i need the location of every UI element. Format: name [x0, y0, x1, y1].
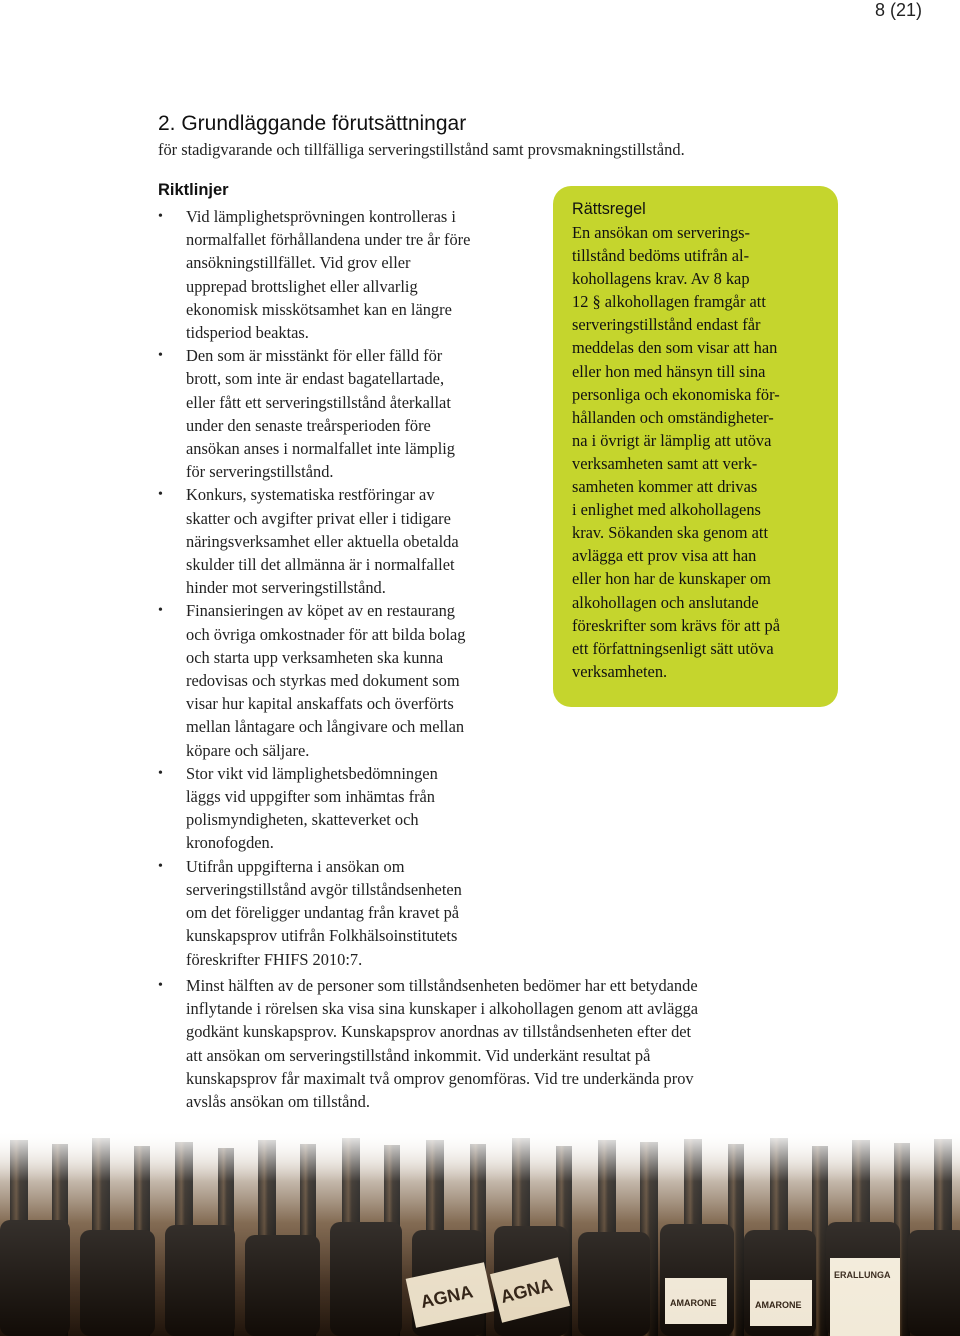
bullet-icon: •: [158, 978, 163, 993]
guideline-line: köpare och säljare.: [186, 740, 310, 760]
guideline-line: tidsperiod beaktas.: [186, 323, 309, 343]
guideline-line: ekonomisk misskötsamhet kan en längre: [186, 299, 452, 319]
rule-line: samheten kommer att drivas: [572, 477, 758, 497]
guideline-line: kunskapsprov utifrån Folkhälsoinstitutets: [186, 926, 458, 946]
guideline-line: skatter och avgifter privat eller i tidigare: [186, 508, 451, 528]
guideline-line: serveringstillstånd avgör tillståndsenheten: [186, 879, 462, 899]
rule-line: personliga och ekonomiska för-: [572, 384, 780, 404]
guidelines-heading: Riktlinjer: [158, 181, 229, 199]
rule-box-heading: Rättsregel: [572, 200, 646, 218]
guideline-line: om det föreligger undantag från kravet på: [186, 903, 460, 923]
rule-line: ett författningsenligt sätt utöva: [572, 638, 774, 658]
guideline-line: och övriga omkostnader för att bilda bolag: [186, 624, 466, 644]
rule-line: krav. Sökanden ska genom att: [572, 523, 769, 543]
guideline-item: [158, 344, 538, 483]
guideline-line: Minst hälften av de personer som tillståndsenheten bedömer har ett betydande: [186, 976, 698, 995]
guideline-item: [158, 205, 538, 344]
guideline-item: [158, 855, 538, 971]
guideline-line: Den som är misstänkt för eller fälld för: [186, 346, 443, 366]
guideline-line: normalfallet förhållandena under tre år före: [186, 230, 471, 250]
rule-line: verksamheten.: [572, 661, 668, 681]
guideline-line: Konkurs, systematiska restföringar av: [186, 485, 435, 505]
rule-line: na i övrigt är lämplig att utöva: [572, 430, 772, 450]
guideline-line: läggs vid uppgifter som inhämtas från: [186, 787, 435, 807]
rule-line: avlägga ett prov visa att han: [572, 546, 757, 566]
legal-rule-box: [553, 186, 838, 707]
guideline-line: Finansieringen av köpet av en restaurang: [186, 601, 455, 621]
page-number: 8 (21): [874, 0, 922, 20]
guideline-line: eller fått ett serveringstillstånd återkallat: [186, 392, 451, 412]
rule-line: 12 § alkohollagen framgår att: [572, 292, 766, 312]
rule-line: hållanden och omständigheter-: [572, 407, 774, 427]
guideline-line: och starta upp verksamheten ska kunna: [186, 647, 444, 667]
rule-line: serveringstillstånd endast får: [572, 315, 761, 335]
rule-line: i enlighet med alkohollagens: [572, 500, 761, 520]
wine-bottles-photo: [0, 1130, 960, 1336]
bullet-icon: •: [158, 765, 163, 781]
guideline-line: hinder mot serveringstillstånd.: [186, 578, 386, 598]
guideline-item-wide: [158, 974, 846, 1113]
guideline-line: mellan låntagare och långivare och mellan: [186, 717, 465, 737]
guideline-line: att ansökan om serveringstillstånd inkommit. Vid underkänt resultat på: [186, 1045, 651, 1065]
rule-line: kohollagens krav. Av 8 kap: [572, 269, 750, 289]
guideline-line: upprepad brottslighet eller allvarlig: [186, 276, 418, 296]
rule-line: alkohollagen och anslutande: [572, 592, 759, 612]
guideline-line: föreskrifter FHIFS 2010:7.: [186, 949, 363, 969]
bullet-icon: •: [158, 348, 163, 364]
rule-line: tillstånd bedöms utifrån al-: [572, 246, 750, 266]
bullet-icon: •: [158, 209, 163, 224]
guideline-line: Stor vikt vid lämplighetsbedömningen: [186, 763, 438, 783]
rule-box-text: [572, 221, 824, 683]
guideline-line: godkänt kunskapsprov. Kunskapsprov anordnas av tillståndsenheten efter det: [186, 1022, 692, 1042]
guideline-line: ansökningstillfället. Vid grov eller: [186, 253, 411, 273]
guideline-line: polismyndigheten, skatteverket och: [186, 810, 419, 830]
rule-line: En ansökan om serverings-: [572, 223, 750, 242]
bullet-icon: •: [158, 603, 163, 619]
guideline-line: skulder till det allmänna är i normalfallet: [186, 555, 455, 575]
wine-bottles-illustration: [0, 1130, 960, 1336]
guideline-line: för serveringstillstånd.: [186, 462, 334, 482]
guideline-line: Utifrån uppgifterna i ansökan om: [186, 856, 405, 876]
section-title: 2. Grundläggande förutsättningar: [158, 112, 467, 135]
guideline-line: under den senaste treårsperioden före: [186, 415, 431, 435]
guideline-line: redovisas och styrkas med dokument som: [186, 671, 460, 691]
guideline-line: näringsverksamhet eller aktuella obetalda: [186, 531, 459, 551]
guideline-line: Vid lämplighetsprövningen kontrolleras i: [186, 207, 456, 226]
guideline-line: kunskapsprov får maximalt två omprov genomföras. Vid tre underkända prov: [186, 1068, 694, 1088]
rule-line: föreskrifter som krävs för att på: [572, 615, 780, 635]
bullet-icon: •: [158, 487, 163, 503]
guideline-item: [158, 762, 538, 855]
guideline-line: visar hur kapital anskaffats och överförts: [186, 694, 454, 714]
bullet-icon: •: [158, 858, 163, 874]
rule-line: meddelas den som visar att han: [572, 338, 778, 358]
rule-line: eller hon har de kunskaper om: [572, 569, 771, 589]
guideline-item: [158, 599, 538, 761]
rule-line: eller hon med hänsyn till sina: [572, 361, 766, 381]
guideline-line: brott, som inte är endast bagatellartade,: [186, 369, 445, 389]
guidelines-list: [158, 205, 538, 971]
guideline-line: inflytande i rörelsen ska visa sina kunskaper i alkohollagen genom att avlägga: [186, 999, 699, 1019]
guideline-item: [158, 483, 538, 599]
guideline-line: avslås ansökan om tillstånd.: [186, 1092, 370, 1112]
guideline-line: kronofogden.: [186, 833, 274, 853]
section-subtitle: för stadigvarande och tillfälliga serveringstillstånd samt provsmakningstillstånd.: [158, 140, 685, 159]
guideline-line: ansökan anses i normalfallet inte lämplig: [186, 439, 456, 459]
rule-line: verksamheten samt att verk-: [572, 453, 758, 473]
